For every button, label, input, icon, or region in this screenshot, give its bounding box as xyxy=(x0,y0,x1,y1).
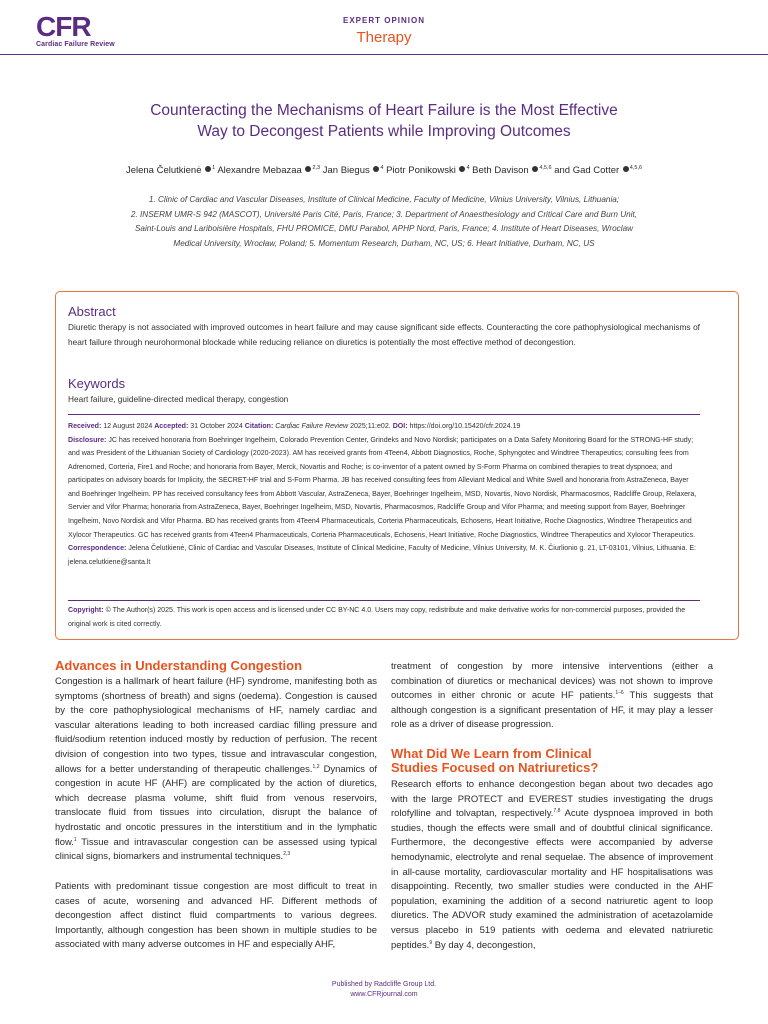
paragraph-text: Dynamics of congestion in acute HF (AHF) are complicated by the action of diuretics, which decrease plasma volume, shift fluid from venous reservoirs, translocate fluid from tissues into circulation, disrupt the balance of hydrostatic and oncotic pressures in the interstitium and in the lymphatic flow. xyxy=(55,763,378,848)
orcid-icon[interactable] xyxy=(205,166,211,172)
correspondence xyxy=(68,542,700,569)
citation-reference[interactable]: 7,8 xyxy=(553,808,561,815)
citation-reference[interactable]: 1,2 xyxy=(312,763,320,770)
citation-reference[interactable]: 2,3 xyxy=(283,850,291,857)
paragraph-text: treatment of congestion by more intensive interventions (either a combination of diuretics or mechanical devices) was not shown to improve outcomes in either chronic or acute HF patients. xyxy=(391,661,713,702)
affiliation-line: 2. INSERM UMR-S 942 (MASCOT), Université Paris Cité, Paris, France; 3. Department of Anaesthesiology and Critical Care and Burn Unit, xyxy=(130,209,638,219)
citation-reference[interactable]: 9 xyxy=(429,939,433,946)
affiliations xyxy=(70,193,698,252)
section-heading-advances: Advances in Understanding Congestion xyxy=(55,658,303,673)
paragraph-text: Patients with predominant tissue congestion are most difficult to treat in cases of acute, worsening and advanced HF. Different methods of decongestion affect distinct fluid compartments to various degrees. Importantly, although congestion has been shown in multiple studies to be associated with many adverse outcomes in HF and especially AHF, xyxy=(55,881,377,951)
title-line-1: Counteracting the Mechanisms of Heart Failure is the Most Effective xyxy=(150,102,618,119)
section-name: Therapy xyxy=(356,29,412,46)
page-footer xyxy=(0,980,768,1000)
correspondence-text: Jelena Čelutkienė, Clinic of Cardiac and Vascular Diseases, Institute of Clinical Medicine, Faculty of Medicine, Vilnius University, M. K. Čiurlionio g. 21, LT-03101, Vilnius, Lithuania. E: jelena.celutkiene@santa.lt xyxy=(68,545,696,566)
accepted-label: Accepted: xyxy=(154,423,189,430)
copyright-divider xyxy=(68,600,700,601)
disclosure-text: JC has received honoraria from Boehringer Ingelheim, Colorado Prevention Center, Grindeks and Novo Nordisk; participates on a Data Safety Monitoring Board for the STRONG-HF study; and was President of the Lithuanian Society of Cardiology (2020-2023). AM has received grants from 4Teen4, Abbott Diagnostics, Roche, Sphyngotec and Windtree Therapeutics; consulting fees from Adrenomed, Corteria, Fire1 and Roche; and honoraria from Bayer, Merck, Novartis and Roche; is co-inventor of a patent owned by S-Form Pharma on combined therapies to treat dyspnoea; and participates on advisory boards for Implicity, the SECRET-HF trial and S-Form Pharma. JB has received consulting fees from Alleviant Medical and White Swell and honoraria from AstraZeneca, Bayer and Boehringer Ingelheim. PP has received consultancy fees from Abbott Vascular, AstraZeneca, Bayer, Boehringer Ingelheim, MSD, Novartis, Novo Nordisk, Pharmacosmos, Radcliffe Group, Relaxera, Servier and Vifor Pharma; honoraria from AstraZeneca, Bayer, Boehringer Ingelheim, MSD, Novartis, Pharmacosmos, Radcliffe Group and Vifor Pharma; and meeting support from Bayer, Boehringer Ingelheim, Novo Nordisk and Vifor Pharma. BD has received grants from 4Teen4 Pharmaceuticals, Corteria Pharmaceuticals, Echosens, Heart Initiative, Roche Diagnostics, Windtree Therapeutics and Xylocor Therapeutics. GC has received grants from 4Teen4 Pharmaceuticals, Corteria Pharmaceuticals, Echosens, Heart Initiative, Roche Diagnostics, Windtree Therapeutics and Xylocor Therapeutics. xyxy=(68,436,697,539)
author-affiliation-sup: 4 xyxy=(380,165,384,171)
body-paragraph xyxy=(391,778,713,953)
doi-link[interactable]: https://doi.org/10.15420/cfr.2024.19 xyxy=(409,423,521,430)
heading-line: What Did We Learn from Clinical xyxy=(391,746,592,761)
abstract-divider xyxy=(68,414,700,415)
correspondence-label: Correspondence: xyxy=(68,545,127,553)
article-metadata xyxy=(68,420,700,569)
title-line-2: Way to Decongest Patients while Improving Outcomes xyxy=(197,123,571,140)
received-label: Received: xyxy=(68,423,102,430)
publisher-credit: Published by Radcliffe Group Ltd. xyxy=(331,981,437,988)
journal-logo: CFR xyxy=(36,11,91,42)
author-name: Jan Biegus xyxy=(322,165,370,177)
citation-value: 2025;11:e02. xyxy=(350,423,391,430)
author-name: Alexandre Mebazaa xyxy=(217,165,302,177)
disclosure-label: Disclosure: xyxy=(68,436,107,444)
publication-dates xyxy=(68,420,700,434)
orcid-icon[interactable] xyxy=(623,166,629,172)
article-title xyxy=(60,100,708,142)
orcid-icon[interactable] xyxy=(459,166,465,172)
author-name: Beth Davison xyxy=(472,165,529,177)
author-list xyxy=(40,165,728,176)
author-name: Gad Cotter xyxy=(572,165,620,177)
received-date: 12 August 2024 xyxy=(103,423,153,430)
paragraph-text: This suggests that although congestion is a significant presentation of HF, it may play a lesser role as a driver of disease progression. xyxy=(391,690,713,731)
disclosure xyxy=(68,434,700,543)
paragraph-text: Research efforts to enhance decongestion began about two decades ago with the large PROTECT and EVEREST studies investigating the drugs rolofylline and tolvaptan, respectively. xyxy=(391,779,713,820)
copyright-label: Copyright: xyxy=(68,607,104,614)
citation-reference[interactable]: 1–6 xyxy=(615,690,624,697)
citation-label: Citation: xyxy=(244,423,274,430)
citation-reference[interactable]: 1 xyxy=(73,836,77,843)
orcid-icon[interactable] xyxy=(532,166,538,172)
orcid-icon[interactable] xyxy=(305,166,311,172)
and-word: and xyxy=(554,165,571,177)
abstract-text: Diuretic therapy is not associated with improved outcomes in heart failure and may cause significant side effects. Counteracting the core pathophysiological mechanisms of heart failure through neurohormonal blockade while reducing reliance on diuretics is potentially the most effective method of decongestion. xyxy=(68,322,700,347)
paragraph-text: Acute dyspnoea improved in both studies, though the effects were small and of doubtful clinical significance. Furthermore, the decongestive effects were accompanied by adverse hemodynamic, electrolyte and renal sequelae. The absence of improvement in all-cause mortality, cardiovascular mortality and HF hospitalisations was disappointing. Recently, two smaller studies were conducted in the AHF population, examining the addition of a second natriuretic agent to loop diuretics. The ADVOR study examined the administration of acetazolamide versus placebo in 519 patients with oedema and elevated natriuretic peptides. xyxy=(391,808,713,951)
author-affiliation-sup: 4 xyxy=(466,165,470,171)
article-type-label: EXPERT OPINION xyxy=(342,16,425,25)
author-name: Piotr Ponikowski xyxy=(386,165,456,177)
body-paragraph xyxy=(55,880,377,953)
affiliation-line: Medical University, Wrocław, Poland; 5. Momentum Research, Durham, NC, US; 6. Heart Initiative, Durham, NC, US xyxy=(173,239,595,249)
paragraph-text: Congestion is a hallmark of heart failure (HF) syndrome, manifesting both as symptoms (shortness of breath) and signs (oedema). Congestion is caused by the core pathophysiological mechanisms of HF, namely cardiac and vascular alterations leading to both increased cardiac filling pressure and fluid/sodium retention induced mostly by reduction of perfusion. The recent division of congestion into two types, tissue and intravascular congestion, allows for a better understanding of therapeutic challenges. xyxy=(55,676,377,775)
keywords-text: Heart failure, guideline-directed medical therapy, congestion xyxy=(68,394,289,404)
doi-label: DOI: xyxy=(392,423,408,430)
journal-website-link[interactable]: www.CFRjournal.com xyxy=(350,991,418,998)
accepted-date: 31 October 2024 xyxy=(190,423,243,430)
affiliation-line: 1. Clinic of Cardiac and Vascular Diseases, Institute of Clinical Medicine, Faculty of Medicine, Vilnius University, Vilnius, Lithuania; xyxy=(148,195,620,204)
paragraph-text: By day 4, decongestion, xyxy=(432,939,536,951)
orcid-icon[interactable] xyxy=(373,166,379,172)
journal-logo-subtitle: Cardiac Failure Review xyxy=(36,41,115,48)
header-divider xyxy=(0,54,768,55)
author-name: Jelena Čelutkienė xyxy=(125,165,202,177)
body-paragraph xyxy=(55,675,377,865)
copyright xyxy=(68,604,700,631)
abstract-heading: Abstract xyxy=(68,304,116,319)
heading-line: Studies Focused on Natriuretics? xyxy=(391,760,599,775)
author-affiliation-sup: 4,5,6 xyxy=(629,165,643,171)
affiliation-line: Saint-Louis and Lariboisière Hospitals, FHU PROMICE, DMU Parabol, APHP Nord, Paris, France; 4. Institute of Heart Diseases, Wroclaw xyxy=(134,224,634,234)
keywords-heading: Keywords xyxy=(68,376,126,391)
section-heading-clinical-studies xyxy=(391,747,598,775)
author-affiliation-sup: 2,3 xyxy=(312,165,321,171)
citation-journal: Cardiac Failure Review xyxy=(275,423,349,430)
body-paragraph xyxy=(391,660,713,733)
paragraph-text: Tissue and intravascular congestion can be assessed using typical clinical signs, biomarkers and instrumental techniques. xyxy=(55,836,377,863)
author-affiliation-sup: 4,5,6 xyxy=(539,165,552,171)
copyright-text: © The Author(s) 2025. This work is open access and is licensed under CC BY-NC 4.0. Users may copy, redistribute and make derivative works for non-commercial purposes, provided the original work is cited correctly. xyxy=(68,607,686,628)
author-affiliation-sup: 1 xyxy=(212,165,216,171)
